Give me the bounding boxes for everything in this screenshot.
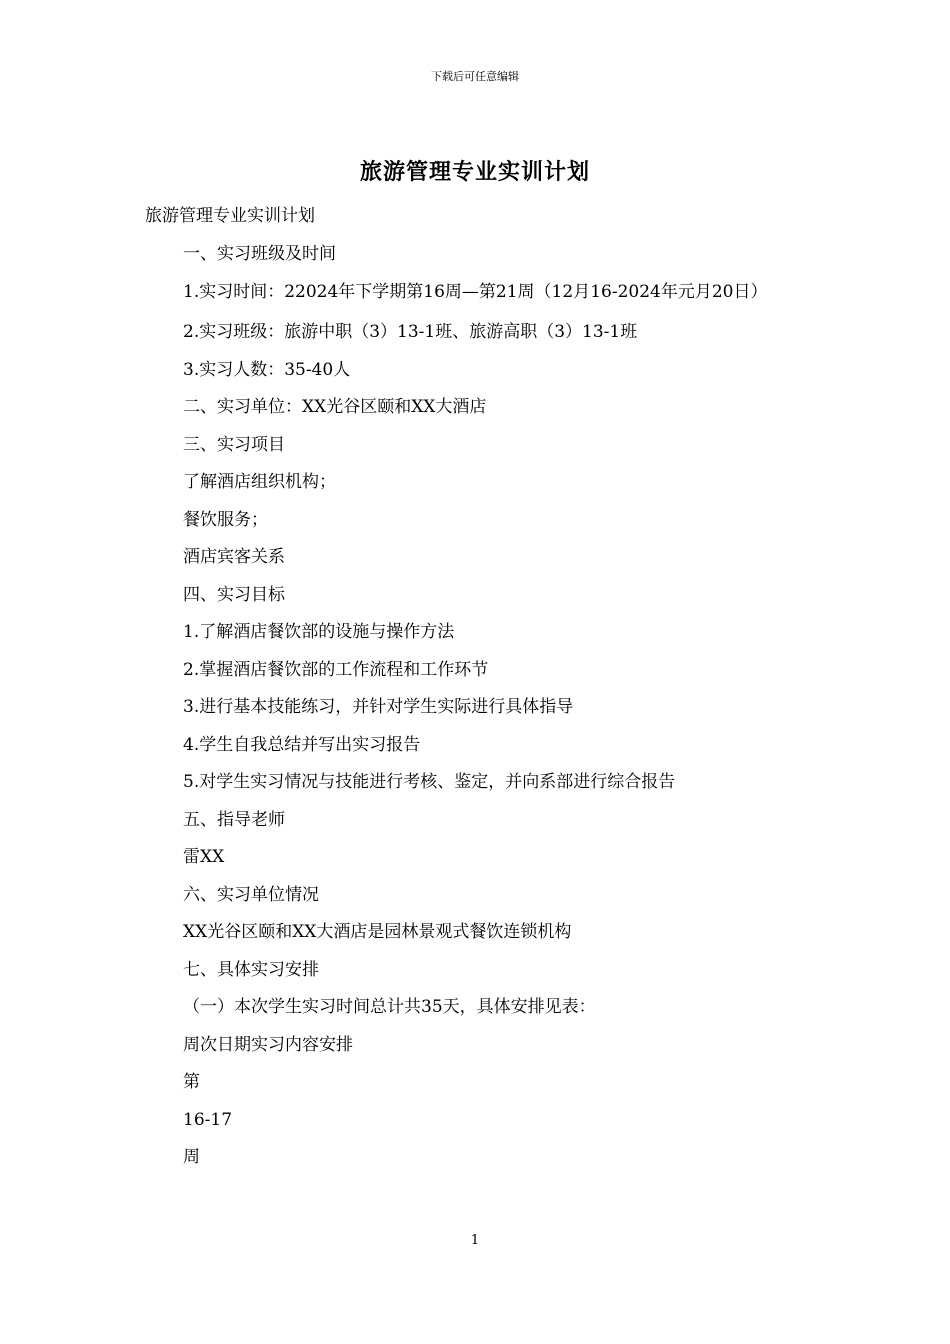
section-heading-3: 三、实习项目	[183, 434, 285, 455]
subtitle-paragraph: 旅游管理专业实训计划	[145, 206, 315, 226]
project-item-3: 酒店宾客关系	[183, 547, 285, 567]
section-heading-6: 六、实习单位情况	[183, 884, 319, 905]
section-heading-1: 一、实习班级及时间	[183, 243, 336, 264]
internship-class-paragraph: 2.实习班级：旅游中职（3）13-1班、旅游高职（3）13-1班	[183, 322, 638, 342]
goal-item-5: 5.对学生实习情况与技能进行考核、鉴定，并向系部进行综合报告	[183, 772, 676, 792]
header-note: 下载后可任意编辑	[431, 70, 519, 83]
internship-time-paragraph: 1.实习时间：22024年下学期第16周—第21周（12月16-2024年元月20日）	[183, 282, 768, 302]
schedule-week-range: 16-17	[183, 1109, 233, 1130]
internship-count-paragraph: 3.实习人数：35-40人	[183, 359, 351, 380]
document-title: 旅游管理专业实训计划	[359, 159, 590, 185]
section-heading-4: 四、实习目标	[183, 584, 285, 605]
goal-item-4: 4.学生自我总结并写出实习报告	[183, 734, 421, 755]
teacher-name: 雷XX	[183, 847, 225, 867]
page-number: 1	[470, 1233, 480, 1248]
goal-item-1: 1.了解酒店餐饮部的设施与操作方法	[183, 622, 455, 642]
schedule-table-header: 周次日期实习内容安排	[183, 1034, 353, 1055]
unit-description: XX光谷区颐和XX大酒店是园林景观式餐饮连锁机构	[183, 922, 572, 942]
section-heading-5: 五、指导老师	[183, 809, 285, 830]
section-heading-7: 七、具体实习安排	[183, 959, 319, 980]
goal-item-2: 2.掌握酒店餐饮部的工作流程和工作环节	[183, 659, 489, 680]
goal-item-3: 3.进行基本技能练习，并针对学生实际进行具体指导	[183, 697, 574, 717]
schedule-week-prefix: 第	[183, 1072, 200, 1092]
schedule-week-suffix: 周	[183, 1147, 200, 1167]
document-body	[145, 198, 810, 1177]
schedule-intro: （一）本次学生实习时间总计共35天，具体安排见表：	[183, 997, 596, 1017]
project-item-1: 了解酒店组织机构；	[183, 472, 336, 492]
project-item-2: 餐饮服务；	[183, 509, 268, 530]
section-heading-2: 二、实习单位：XX光谷区颐和XX大酒店	[183, 397, 487, 417]
